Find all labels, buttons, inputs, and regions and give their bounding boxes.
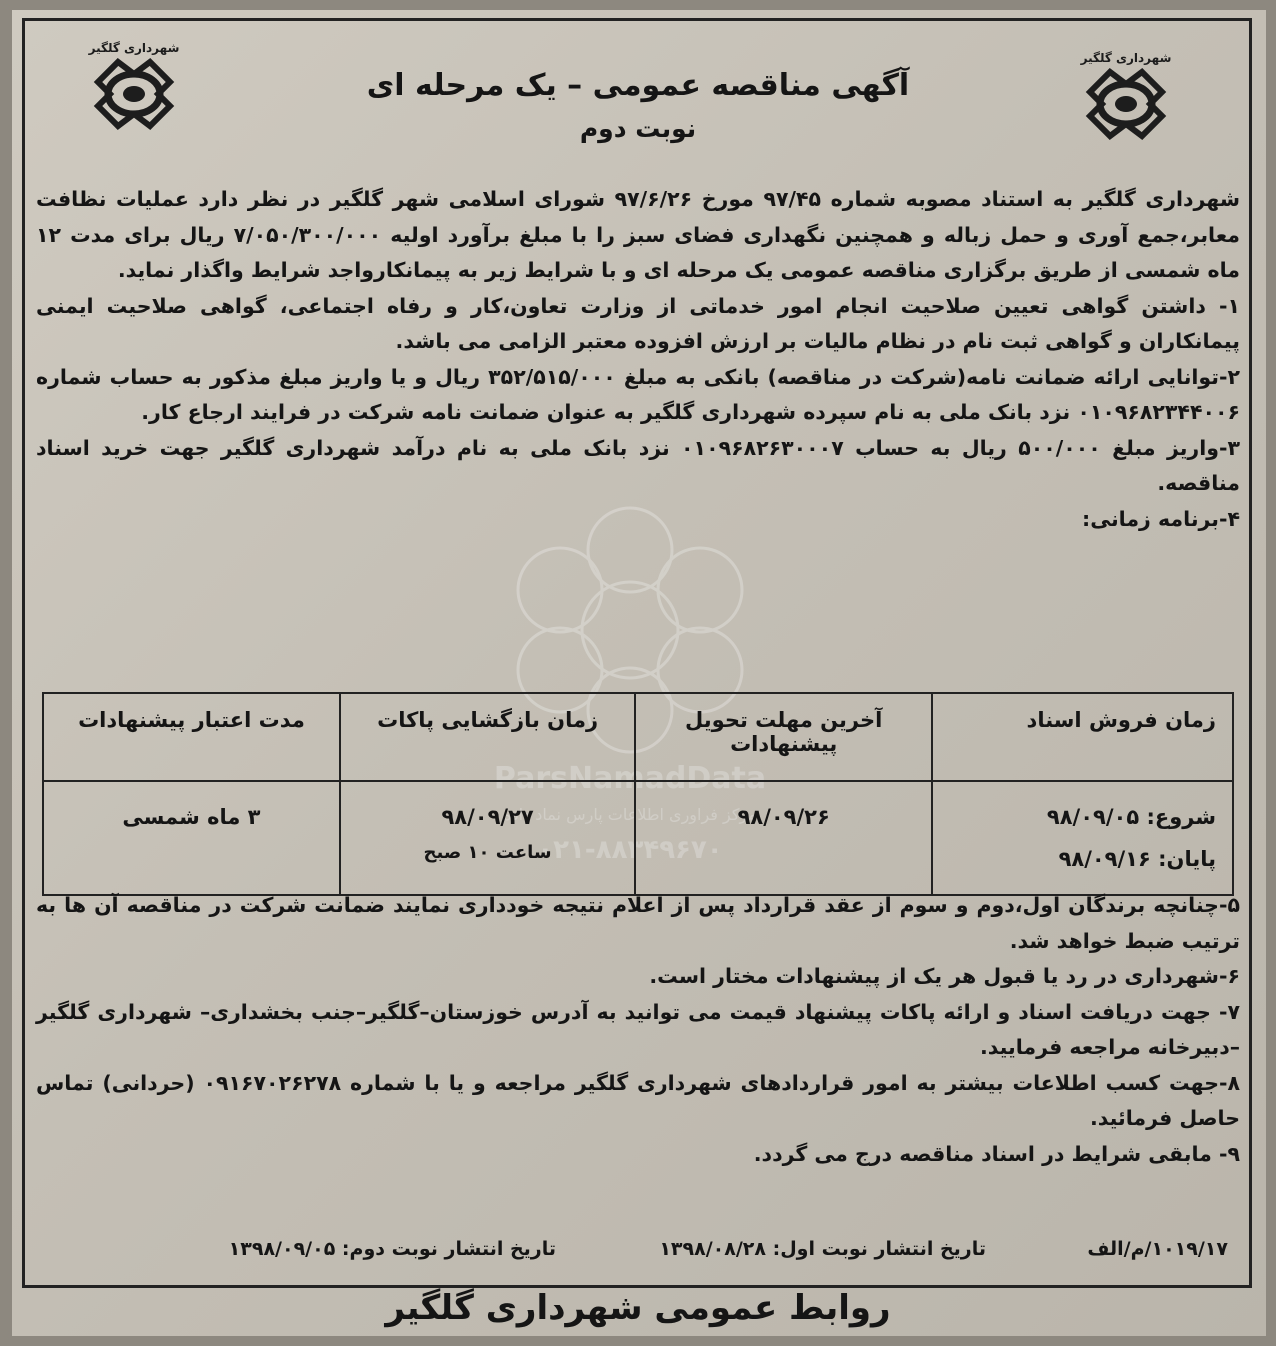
- notice-body: [36, 182, 1240, 537]
- header-validity: مدت اعتبار پیشنهادات: [43, 693, 340, 781]
- opening-date: ۹۸/۰۹/۲۷: [441, 805, 534, 829]
- header-sale-time: زمان فروش اسناد: [932, 693, 1233, 781]
- item-7: ۷- جهت دریافت اسناد و ارائه پاکات پیشنهاد قیمت می توانید به آدرس خوزستان–گلگیر–جنب بخشداری– شهرداری گلگیر –دبیرخانه مراجعه فرمایید.: [36, 999, 1240, 1059]
- item-8: ۸-جهت کسب اطلاعات بیشتر به امور قراردادهای شهرداری گلگیر مراجعه و یا با شماره ۰۹۱۶۷۰۲۶۲۷۸ (حردانی) تماس حاصل فرمائید.: [36, 1070, 1240, 1130]
- municipality-logo-left: [78, 34, 190, 154]
- header-delivery-deadline: آخرین مهلت تحویل پیشنهادات: [635, 693, 932, 781]
- item-9: ۹- مابقی شرایط در اسناد مناقصه درج می گردد.: [753, 1141, 1240, 1166]
- header-opening-time: زمان بازگشایی پاکات: [340, 693, 635, 781]
- first-publication-date: تاریخ انتشار نوبت اول: ۱۳۹۸/۰۸/۲۸: [659, 1238, 986, 1260]
- delivery-deadline: ۹۸/۰۹/۲۶: [737, 805, 830, 829]
- validity-period: ۳ ماه شمسی: [122, 805, 261, 829]
- notice-title: آگهی مناقصه عمومی – یک مرحله ای: [366, 68, 910, 103]
- notice-items: [36, 888, 1240, 1172]
- condition-3: ۳-واریز مبلغ ۵۰۰/۰۰۰ ریال به حساب ۰۱۰۹۶۸۲۶۳۰۰۰۷ نزد بانک ملی به نام درآمد شهرداری گلگیر جهت خرید اسناد مناقصه.: [36, 435, 1240, 495]
- opening-time: ساعت ۱۰ صبح: [423, 842, 552, 863]
- opening-cell: [340, 781, 635, 895]
- logo-text: شهرداری گلگیر: [88, 41, 180, 55]
- municipality-logo-icon: [78, 34, 190, 154]
- sale-end: پایان: ۹۸/۰۹/۱۶: [1058, 847, 1216, 871]
- condition-4-heading: ۴-برنامه زمانی:: [1082, 506, 1240, 531]
- schedule-header-row: [43, 693, 1233, 781]
- watermark-brand: ParsNamadData: [493, 761, 767, 796]
- item-6: ۶-شهرداری در رد یا قبول هر یک از پیشنهادات مختار است.: [649, 964, 1240, 988]
- second-publication-date: تاریخ انتشار نوبت دوم: ۱۳۹۸/۰۹/۰۵: [228, 1238, 556, 1260]
- intro-paragraph: شهرداری گلگیر به استناد مصوبه شماره ۹۷/۴۵ مورخ ۹۷/۶/۲۶ شورای اسلامی شهر گلگیر در نظر دارد عملیات نظافت معابر،جمع آوری و حمل زباله و همچنین نگهداری فضای سبز را با مبلغ برآورد اولیه ۷/۰۵۰/۳۰۰/۰۰۰ ریال برای مدت ۱۲ ماه شمسی از طریق برگزاری مناقصه عمومی یک مرحله ای و با شرایط زیر به پیمانکارواجد شرایط واگذار نماید.: [36, 187, 1240, 282]
- validity-cell: [43, 781, 340, 895]
- sale-start: شروع: ۹۸/۰۹/۰۵: [1046, 805, 1216, 829]
- notice-subtitle: نوبت دوم: [579, 114, 697, 143]
- reference-number: ۱۰۱۹/۱۷/م/الف: [1087, 1238, 1228, 1260]
- watermark-phone: ۰۲۱-۸۸۳۴۹۶۷۰: [537, 835, 723, 865]
- municipality-logo-right: [1070, 44, 1182, 164]
- condition-1: ۱- داشتن گواهی تعیین صلاحیت انجام امور خدماتی از وزارت تعاون،کار و رفاه اجتماعی، گواهی صلاحیت ایمنی پیمانکاران و گواهی ثبت نام در نظام مالیات بر ارزش افزوده معتبر الزامی می باشد.: [36, 293, 1240, 353]
- sale-period-cell: [932, 781, 1233, 895]
- schedule-table: [42, 692, 1234, 896]
- schedule-values-row: [43, 781, 1233, 895]
- watermark-caption: مرکز فراوری اطلاعات پارس نماد داده: [503, 805, 757, 824]
- delivery-deadline-cell: [635, 781, 932, 895]
- item-5: ۵-چنانچه برندگان اول،دوم و سوم از عقد قرارداد پس از اعلام نتیجه خودداری نمایند ضمانت شرکت در مناقصه آن ها به ترتیب ضبط خواهد شد.: [36, 893, 1240, 953]
- condition-2: ۲-توانایی ارائه ضمانت نامه(شرکت در مناقصه) بانکی به مبلغ ۳۵۲/۵۱۵/۰۰۰ ریال و یا واریز مبلغ مذکور به حساب شماره ۰۱۰۹۶۸۲۳۴۴۰۰۶ نزد بانک ملی به نام سپرده شهرداری گلگیر به عنوان ضمانت نامه شرکت در فرایند ارجاع کار.: [36, 364, 1240, 424]
- logo-text: شهرداری گلگیر: [1080, 51, 1172, 65]
- public-relations-signature: روابط عمومی شهرداری گلگیر: [385, 1288, 891, 1328]
- municipality-logo-icon: [1070, 44, 1182, 164]
